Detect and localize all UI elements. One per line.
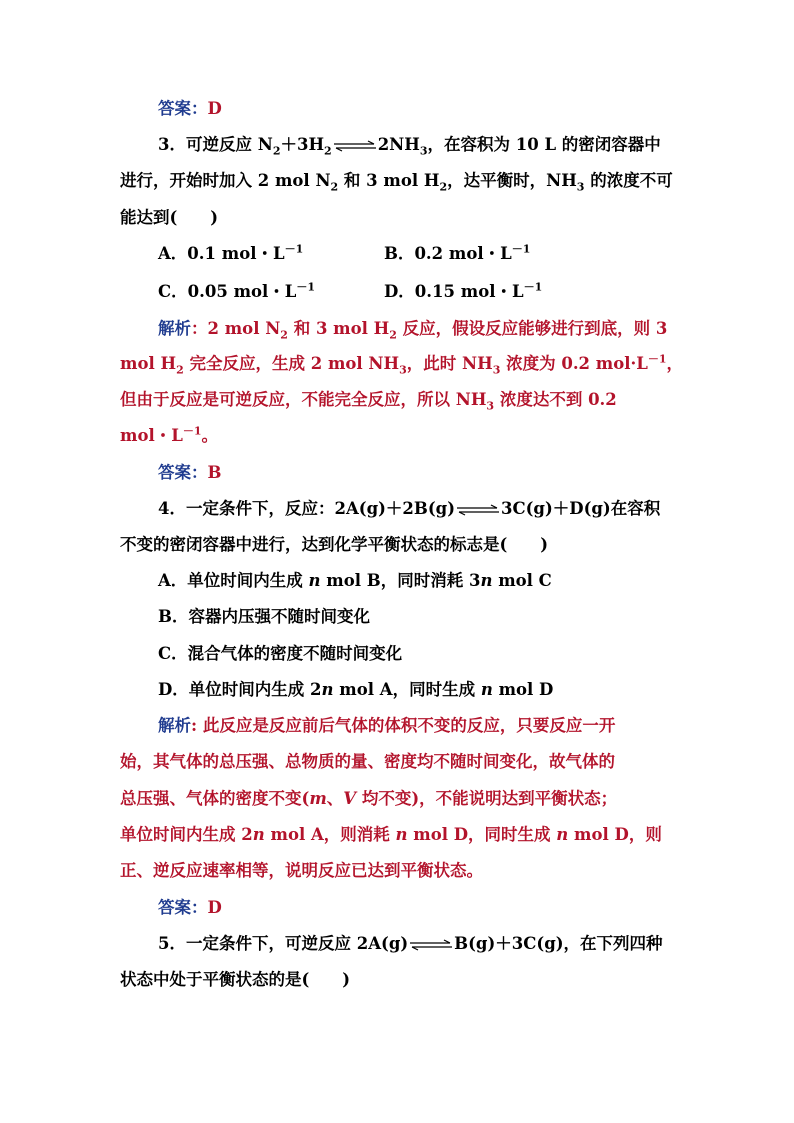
q4-explanation-line-1: 解析: 此反应是反应前后气体的体积不变的反应，只要反应一开 (158, 716, 616, 735)
q4-stem-line-2: 不变的密闭容器中进行，达到化学平衡状态的标志是( ) (120, 535, 549, 554)
reversible-arrow-icon (456, 504, 500, 516)
q3-stem-line-2: 进行，开始时加入 2 mol $N_2$ 和 3 mol $H_2$，达平衡时，$NH_3$ 的浓度不可 (120, 171, 673, 194)
answer-label: 答案： (158, 99, 208, 118)
q3-answer (158, 462, 221, 484)
answer-value: B (207, 463, 222, 482)
q5-stem-line-2: 状态中处于平衡状态的是( ) (120, 970, 351, 989)
q4-explanation-line-3: 总压强、气体的密度不变(m、V 均不变)，不能说明达到平衡状态； (120, 789, 618, 808)
q4-option-c: C．混合气体的密度不随时间变化 (158, 644, 403, 663)
q3-explanation-line-4: mol・$L^{-1}$。 (120, 424, 218, 445)
q4-explanation-line-2: 始，其气体的总压强、总物质的量、密度均不随时间变化，故气体的 (120, 752, 615, 771)
q3-stem-line-3: 能达到( ) (120, 208, 219, 227)
q3-explanation-line-2: mol $H_2$ 完全反应，生成 2 mol $NH_3$，此时 $NH_3$ 浓度为 0.2 $mol\cdot L^{-1}$， (120, 352, 684, 377)
reversible-arrow-icon (409, 939, 453, 951)
q4-answer (158, 897, 222, 919)
explanation-label: 解析 (158, 319, 191, 338)
explanation-label: 解析 (158, 716, 191, 735)
q3-stem-line-1: 3．可逆反应 $N_2+3H_2$ $2NH_3$，在容积为 10 L 的密闭容器中 (158, 135, 661, 158)
q4-option-d: D．单位时间内生成 2n mol A，同时生成 n mol D (158, 680, 554, 699)
reversible-arrow-icon (333, 140, 377, 152)
q3-option-c: C．0.05 mol・$L^{-1}$ (158, 280, 316, 301)
q4-option-b: B．容器内压强不随时间变化 (158, 607, 370, 626)
q2-answer (158, 98, 222, 120)
answer-label: 答案： (158, 898, 208, 917)
answer-value: D (207, 99, 222, 118)
q5-stem-line-1: 5．一定条件下，可逆反应 2A(g) B(g)＋3C(g)，在下列四种 (158, 934, 663, 953)
q4-explanation-line-4: 单位时间内生成 2n mol A，则消耗 n mol D，同时生成 n mol D，则 (120, 825, 662, 844)
q3-explanation-line-1: 解析：2 mol $N_2$ 和 3 mol $H_2$ 反应，假设反应能够进行到底，则 3 (158, 319, 668, 342)
q4-stem-line-1: 4．一定条件下，反应：2A(g)＋2B(g) 3C(g)＋D(g)在容积 (158, 499, 661, 518)
q3-option-a: A．0.1 mol・$L^{-1}$ (158, 242, 304, 263)
q3-option-b: B．0.2 mol・$L^{-1}$ (384, 242, 531, 263)
answer-value: D (207, 898, 222, 917)
q3-explanation-line-3: 但由于反应是可逆反应，不能完全反应，所以 $NH_3$ 浓度达不到 0.2 (120, 390, 617, 413)
q4-explanation-line-5: 正、逆反应速率相等，说明反应已达到平衡状态。 (120, 861, 483, 880)
q4-option-a: A．单位时间内生成 n mol B，同时消耗 3n mol C (158, 571, 552, 590)
answer-label: 答案： (158, 463, 208, 482)
q3-option-d: D．0.15 mol・$L^{-1}$ (384, 280, 543, 301)
